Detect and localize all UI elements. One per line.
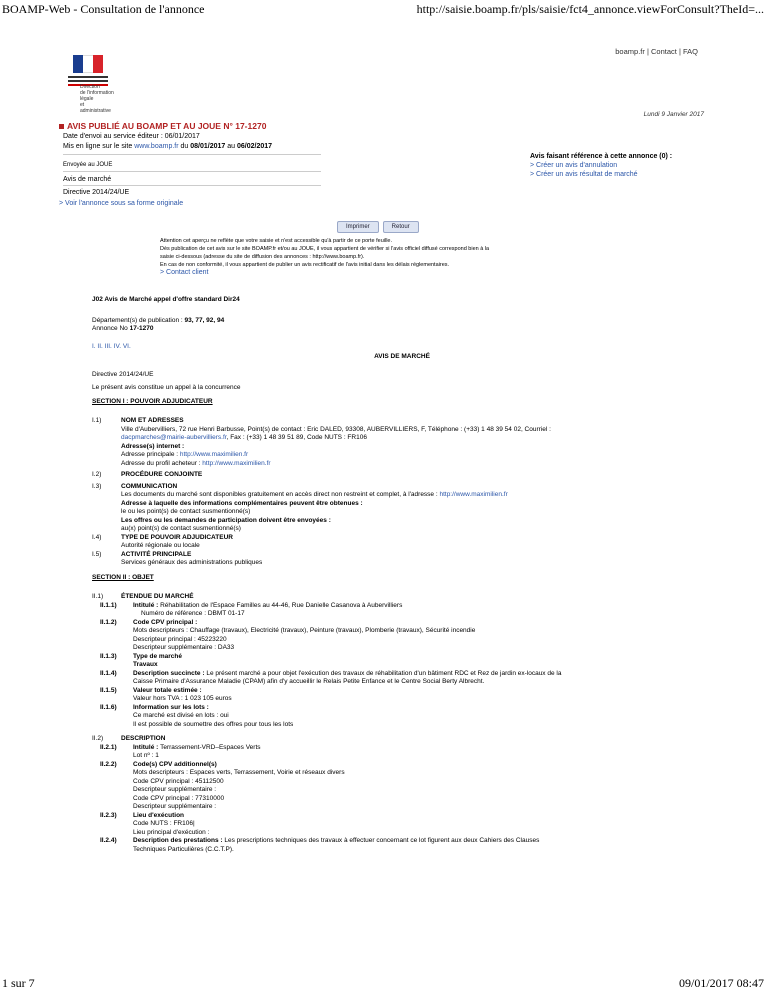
section-ii1: II.1) ÉTENDUE DU MARCHÉ — [92, 593, 194, 600]
section-2-heading: SECTION II : OBJET — [92, 573, 154, 581]
create-annulation-link[interactable]: > Créer un avis d'annulation — [530, 162, 618, 169]
warning-notice: Attention cet aperçu ne reflète que votre saisie et n'est accessible qu'à partir de ce porte feuille. Dès publication de cet avis sur le site BOAMP.fr et/ou au JOUE, il vous appartient de vérifier si l'avis officiel diffusé correspond bien à la saisie ci-dessous (adresse du site de diffusion des annonces : http://www.boamp.fr). En cas de non conformité, il vous appartient de publier un avis rectificatif de l'avis initial dans les délais réglementaires. > Contact client — [160, 238, 490, 276]
print-datetime: 09/01/2017 08:47 — [678, 976, 764, 990]
view-original-link[interactable]: > Voir l'annonce sous sa forme originale — [59, 200, 184, 207]
notice-form-title: J02 Avis de Marché appel d'offre standard Dir24 — [92, 296, 240, 303]
section-i3: I.3) COMMUNICATION Les documents du marché sont disponibles gratuitement en accès direct non restreint et complet, à l'adresse : http://www.maximilien.fr Adresse à laquelle des informations complémentaires peuvent être obtenues : le ou les point(s) de contact susmentionné(s) Les offres ou les demandes de participation doivent être envoyées : au(x) point(s) de contact susmentionné(s) — [92, 482, 508, 532]
email-link[interactable]: dacpmarches@mairie-aubervilliers.fr — [121, 434, 227, 441]
create-resultat-link[interactable]: > Créer un avis résultat de marché — [530, 171, 638, 178]
current-date: Lundi 9 Janvier 2017 — [643, 111, 704, 118]
buyer-profile-link[interactable]: http://www.maximilien.fr — [202, 459, 271, 467]
section-i1: I.1) NOM ET ADRESSES Ville d'Aubervilliers, 72 rue Henri Barbusse, Point(s) de contact : Eric DALED, 93308, AUBERVILLIERS, F, Téléphone : (+33) 1 48 39 54 02, Courriel : dacpmarches@mairie-aubervilliers.fr, Fax : (+33) 1 48 39 51 89, Code NUTS : FR106 Adresse(s) internet : Adresse principale : http://www.maximilien.fr Adresse du profil acheteur : http://www.maximilien.fr — [92, 417, 551, 467]
bullet-square-icon — [59, 124, 64, 129]
print-footer — [0, 976, 768, 992]
main-address-link[interactable]: http://www.maximilien.fr — [179, 451, 249, 458]
section-toc-links[interactable]: I. II. III. IV. VI. — [92, 342, 131, 350]
departements: Département(s) de publication : 93, 77, 92, 94 — [92, 316, 225, 324]
logo-caption: Direction de l'information légale et administrative — [80, 84, 114, 114]
action-buttons — [337, 215, 423, 233]
reference-notices: Avis faisant référence à cette annonce (0) : > Créer un avis d'annulation > Créer un avis résultat de marché — [530, 153, 673, 178]
tricolor-flag-icon — [73, 55, 103, 73]
boamp-site-link[interactable]: www.boamp.fr — [134, 143, 179, 150]
print-button[interactable]: Imprimer — [337, 221, 379, 233]
back-button[interactable]: Retour — [383, 221, 419, 233]
avis-title: AVIS DE MARCHÉ — [374, 353, 430, 360]
section-1-heading: SECTION I : POUVOIR ADJUDICATEUR — [92, 397, 213, 405]
section-i2: I.2) PROCÉDURE CONJOINTE — [92, 471, 203, 478]
section-i4: I.4) TYPE DE POUVOIR ADJUDICATEUR Autorité régionale ou locale — [92, 533, 233, 549]
online-dates: Mis en ligne sur le site www.boamp.fr du 08/01/2017 au 06/02/2017 — [63, 143, 273, 150]
print-header-url: http://saisie.boamp.fr/pls/saisie/fct4_annonce.viewForConsult?TheId=... — [416, 2, 764, 16]
page-count: 1 sur 7 — [2, 976, 35, 990]
section-i5: I.5) ACTIVITÉ PRINCIPALE Services généraux des administrations publiques — [92, 550, 263, 566]
contact-client-link[interactable]: > Contact client — [160, 269, 209, 276]
print-header — [0, 0, 768, 20]
section-ii2: II.2) DESCRIPTION — [92, 735, 166, 742]
avis-type: Avis de marché — [63, 176, 112, 183]
print-header-title: BOAMP-Web - Consultation de l'annonce — [2, 2, 205, 16]
nav-boamp-link[interactable]: boamp.fr — [615, 47, 645, 56]
documents-link[interactable]: http://www.maximilien.fr — [439, 491, 508, 498]
nav-faq-link[interactable]: FAQ — [682, 47, 698, 56]
nav-contact-link[interactable]: Contact — [651, 47, 677, 56]
page-title: AVIS PUBLIÉ AU BOAMP ET AU JOUE N° 17-1270 — [59, 121, 266, 131]
annonce-number: Annonce No 17-1270 — [92, 325, 154, 332]
directive: Directive 2014/24/UE — [63, 189, 130, 196]
date-envoi: Date d'envoi au service éditeur : 06/01/2017 — [63, 133, 200, 140]
joue-status: Envoyée au JOUE — [63, 162, 113, 168]
top-nav: boamp.fr | Contact | FAQ — [615, 47, 698, 56]
notice-content: J02 Avis de Marché appel d'offre standard Dir24 Département(s) de publication : 93, 77, 92, 94 Annonce No 17-1270 I. II. III. IV. VI. AVIS DE MARCHÉ Directive 2014/24/UE Le présent avis constitue un appel à la concurrence SECTION I : POUVOIR ADJUDICATEUR I.1) NOM ET ADRESSES Ville d'Aubervilliers, 72 rue Henri Barbusse, Point(s) de contact : Eric DALED, 93308, AUBERVILLIERS, F, Téléphone : (+33) 1 48 39 54 02, Courriel : dacpmarches@mairie-aubervilliers.fr, Fax : (+33) 1 48 39 51 89, Code NUTS : FR106 Adresse(s) internet : Adresse principale : http://www.maximilien.fr Adresse du profil acheteur : http://www.maximilien.fr I.2) PROCÉDURE CONJOINTE I.3) COMMUNICATION Les documents du marché sont disponibles gratuitement en accès direct non restreint et complet, à l'adresse : http://www.maximilien.fr Adresse à laquelle des informations complémentaires peuvent être obtenues : le ou les point(s) de contact susmentionné(s) Les offres ou les demandes de participation doivent être envoyées : au(x) point(s) de contact susmentionné(s) I.4) TYPE DE POUVOIR ADJUDICATEUR Autorité régionale ou locale I.5) ACTIVITÉ PRINCIPALE Services généraux des administrations publiques SECTION II : OBJET II.1) ÉTENDUE DU MARCHÉ II.1.1) Intitulé : Réhabilitation de l'Espace Familles au 44-46, Rue Danielle Casanova à Aubervilliers Numéro de référence : DBMT 01-17 II.1.2) Code CPV principal : Mots descripteurs : Chauffage (travaux), Electricité (travaux), Peinture (travaux), Plomberie (travaux), Sécurité incendie Descripteur principal : 45223220 Descripteur supplémentaire : DA33 II.1.3) Type de marché Travaux II.1.4) Description succincte : Le présent marché a pour objet l'exécution des travaux de réhabilitation d'un bâtiment RDC et Rez de jardin ex-locaux de la Caisse Primaire d'Assurance Maladie (CPAM) afin d'y accueillir le Relais Petite Enfance et le Centre Social Berty Albrecht. II.1.5) Valeur totale estimée : Valeur hors TVA : 1 023 105 euros II.1.6) Information sur les lots : Ce marché est divisé en lots : oui Il est possible de soumettre des offres pour tous les lots II.2) DESCRIPTION II.2.1) Intitulé : Terrassement-VRD–Espaces Verts Lot nº : 1 II.2.2) Code(s) CPV additionnel(s) Mots descripteurs : Espaces verts, Terrassement, Voirie et réseaux divers Code CPV principal : 45112500 Descripteur supplémentaire : Code CPV principal : 77310000 Descripteur supplémentaire : II.2.3) Lieu d'exécution Code NUTS : FR106| Lieu principal d'exécution : II.2.4) Description des prestations : Les prescriptions techniques des travaux à effectuer concernant ce lot figurent aux deux Cahiers des Clauses Techniques Particulières (C.C.T.P). — [92, 296, 712, 854]
